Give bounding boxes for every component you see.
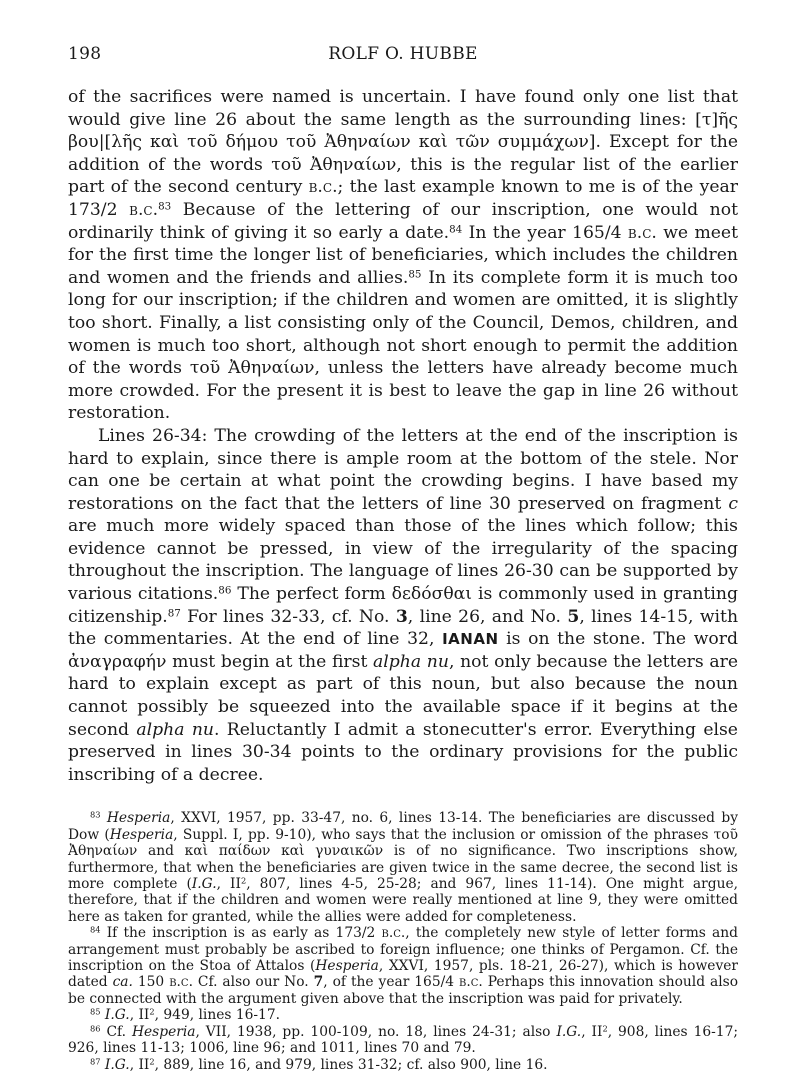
footnote-ref: 84 <box>449 222 463 235</box>
footnote-84: $^{84}$ If the inscription is as early as 173/2 b.c., the completely new style of letter forms and arrangement must probably be ascribed to foreign influence; one thinks of Pergamon. Cf. the inscription on the Stoa of Attalos (Hesperia, XXVI, 1957, pls. 18-21, 26-27), which is however dated ca. 150 b.c. Cf. also our No. 7, of the year 165/4 b.c. Perhaps this innovation should also be connected with the argument given above that the inscription was paid for privately. <box>68 924 739 1007</box>
footnote-ref: 85 <box>408 268 422 281</box>
paragraph-2: Lines 26-34: The crowding of the letters at the end of the inscription is hard to explain, since there is ample room at the bottom of the stele. Nor can one be certain at what point the crowding begins. I have based my restorations on the fact that the letters of line 30 preserved on fragment c are much more widely spaced than those of the lines which follow; this evidence cannot be pressed, in view of the irregularity of the spacing throughout the inscription. The language of lines 26-30 can be supported by various citations.$^{86}$ The perfect form δεδόσθαι is commonly used in granting citizenship.$^{87}$ For lines 32-33, cf. No. 3, line 26, and No. 5, lines 14-15, with the commentaries. At the end of line 32, IANAN is on the stone. The word ἀναγραφήν must begin at the first alpha nu, not only because the letters are hard to explain except as part of this noun, but also because the noun cannot possibly be squeezed into the available space if it begins at the second alpha nu. Reluctantly I admit a stonecutter's error. Everything else preserved in lines 30-34 points to the ordinary provisions for the public inscribing of a decree. <box>68 425 739 785</box>
footnote-87: $^{87}$ I.G., $II^2$, 889, line 16, and 979, lines 31-32; cf. also 900, line 16. <box>90 1055 548 1073</box>
footnote-ref: 83 <box>158 200 172 213</box>
running-head: ROLF O. HUBBE <box>328 44 478 64</box>
page-number: 198 <box>68 44 102 64</box>
footnotes <box>68 810 738 1073</box>
footnote-85: $^{85}$ I.G., $II^2$, 949, lines 16-17. <box>90 1006 281 1024</box>
footnote-83: $^{83}$ Hesperia, XXVI, 1957, pp. 33-47, no. 6, lines 13-14. The beneficiaries are discussed by Dow (Hesperia, Suppl. I, pp. 9-10), who says that the inclusion or omission of the phrases τοῦ Ἀθηναίων and καὶ παίδων καὶ γυναικῶν is of no significance. Two inscriptions show, furthermore, that when the beneficiaries are given twice in the same decree, the second list is more complete (I.G., $II^2$, 807, lines 4-5, 25-28; and 967, lines 11-14). One might argue, therefore, that if the children and women were really mentioned at line 9, they were omitted here as taken for granted, while the allies were added for completeness. <box>68 809 739 925</box>
stone-letters: IANAN <box>442 630 499 649</box>
body-text <box>68 86 738 786</box>
footnote-ref: 86 <box>218 584 232 597</box>
footnote-ref: 87 <box>167 606 181 619</box>
paragraph-1: of the sacrifices were named is uncertain. I have found only one list that would give line 26 about the same length as the surrounding lines: [τ]ῆς βου|[λῆς καὶ τοῦ δήμου τοῦ Ἀθηναίων καὶ τῶν συμμάχων]. Except for the addition of the words τοῦ Ἀθηναίων, this is the regular list of the earlier part of the second century b.c.; the last example known to me is of the year 173/2 b.c.$^{83}$ Because of the lettering of our inscription, one would not ordinarily think of giving it so early a date.$^{84}$ In the year 165/4 b.c. we meet for the first time the longer list of beneficiaries, which includes the children and women and the friends and allies.$^{85}$ In its complete form it is much too long for our inscription; if the children and women are omitted, it is slightly too short. Finally, a list consisting only of the Council, Demos, children, and women is much too short, although not short enough to permit the addition of the words τοῦ Ἀθηναίων, unless the letters have already become much more crowded. For the present it is best to leave the gap in line 26 without restoration. <box>68 87 739 424</box>
page-header <box>68 44 738 66</box>
page <box>68 44 738 1073</box>
footnote-86: $^{86}$ Cf. Hesperia, VII, 1938, pp. 100-109, no. 18, lines 24-31; also I.G., $II^2$, 908, lines 16-17; 926, lines 11-13; 1006, line 96; and 1011, lines 70 and 79. <box>68 1023 738 1057</box>
